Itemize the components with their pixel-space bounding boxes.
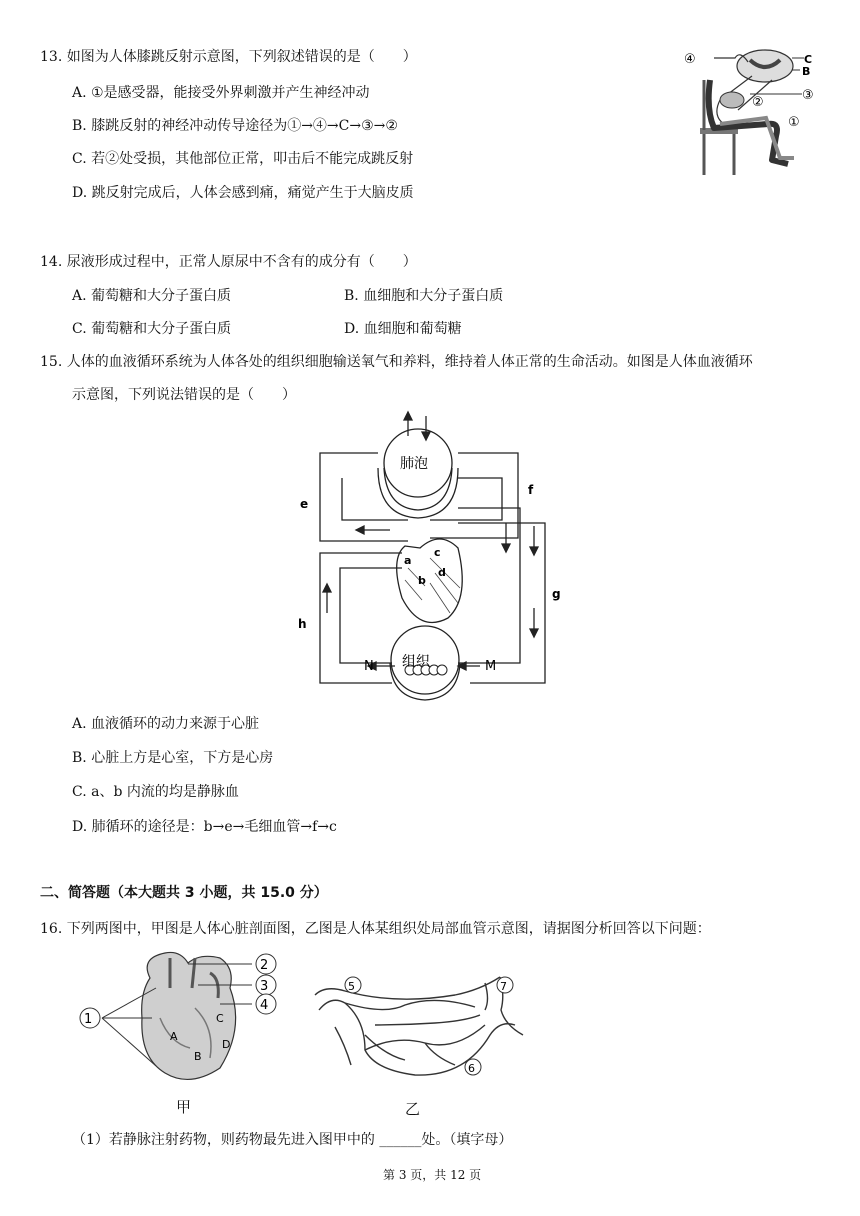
svg-text:5: 5	[348, 980, 355, 993]
circulation-figure	[290, 408, 580, 708]
caption-yi: 乙	[405, 1100, 421, 1118]
svg-text:N: N	[364, 659, 374, 674]
svg-text:d: d	[438, 566, 446, 579]
svg-text:①: ①	[788, 115, 800, 130]
svg-text:4: 4	[260, 998, 269, 1013]
svg-text:D: D	[222, 1038, 231, 1051]
caption-jia: 甲	[176, 1098, 192, 1116]
q14-option-c: C. 葡萄糖和大分子蛋白质	[72, 321, 232, 337]
page-footer: 第 3 页，共 12 页	[383, 1168, 482, 1182]
svg-text:b: b	[418, 574, 426, 587]
svg-text:B: B	[802, 65, 811, 78]
q13-option-c: C. 若②处受损，其他部位正常，叩击后不能完成跳反射	[72, 151, 414, 167]
section-title: 二、简答题（本大题共 3 小题，共 15.0 分）	[40, 885, 328, 901]
heart-section-figure	[70, 948, 290, 1088]
knee-reflex-figure	[680, 40, 820, 180]
svg-text:6: 6	[468, 1062, 475, 1075]
q15-stem-line1: 15. 人体的血液循环系统为人体各处的组织细胞输送氧气和养料，维持着人体正常的生命活动。如图是人体血液循环	[40, 354, 753, 370]
q13-stem: 13. 如图为人体膝跳反射示意图，下列叙述错误的是（ ）	[40, 49, 417, 65]
svg-text:e: e	[300, 497, 309, 511]
q16-stem: 16. 下列两图中，甲图是人体心脏剖面图，乙图是人体某组织处局部血管示意图，请据图分析回答以下问题：	[40, 921, 711, 937]
svg-text:M: M	[485, 659, 497, 674]
svg-text:2: 2	[260, 958, 269, 973]
svg-text:7: 7	[500, 980, 507, 993]
svg-text:f: f	[528, 483, 534, 497]
q13-option-b: B. 膝跳反射的神经冲动传导途径为①→④→C→③→②	[72, 118, 398, 134]
q14-stem: 14. 尿液形成过程中，正常人原尿中不含有的成分有（ ）	[40, 254, 417, 270]
svg-text:③: ③	[802, 88, 814, 103]
svg-text:h: h	[298, 617, 307, 631]
q15-option-c: C. a、b 内流的均是静脉血	[72, 784, 239, 800]
blood-vessel-figure	[305, 965, 535, 1090]
svg-text:C: C	[804, 53, 813, 66]
q13-option-d: D. 跳反射完成后，人体会感到痛，痛觉产生于大脑皮质	[72, 185, 414, 201]
svg-text:a: a	[404, 554, 412, 567]
knee-label-4: ④	[684, 52, 696, 67]
svg-text:C: C	[216, 1012, 224, 1025]
svg-text:g: g	[552, 587, 561, 601]
svg-text:1: 1	[84, 1012, 93, 1027]
svg-text:c: c	[434, 546, 441, 559]
q15-option-b: B. 心脏上方是心室，下方是心房	[72, 750, 274, 766]
q15-option-d: D. 肺循环的途径是：b→e→毛细血管→f→c	[72, 819, 337, 835]
svg-text:3: 3	[260, 979, 269, 994]
q15-stem-line2: 示意图，下列说法错误的是（ ）	[72, 387, 296, 403]
q14-option-d: D. 血细胞和葡萄糖	[344, 321, 462, 337]
q15-option-a: A. 血液循环的动力来源于心脏	[72, 716, 260, 732]
svg-text:B: B	[194, 1050, 202, 1063]
q13-option-a: A. ①是感受器，能接受外界刺激并产生神经冲动	[72, 85, 370, 101]
svg-text:②: ②	[752, 95, 764, 110]
label-tissue: 组织	[402, 654, 430, 670]
q16-sub1: （1）若静脉注射药物，则药物最先进入图甲中的 ______处。（填字母）	[72, 1132, 513, 1148]
svg-text:A: A	[170, 1030, 178, 1043]
label-lung: 肺泡	[400, 456, 428, 472]
q14-option-b: B. 血细胞和大分子蛋白质	[344, 288, 504, 304]
q14-option-a: A. 葡萄糖和大分子蛋白质	[72, 288, 232, 304]
